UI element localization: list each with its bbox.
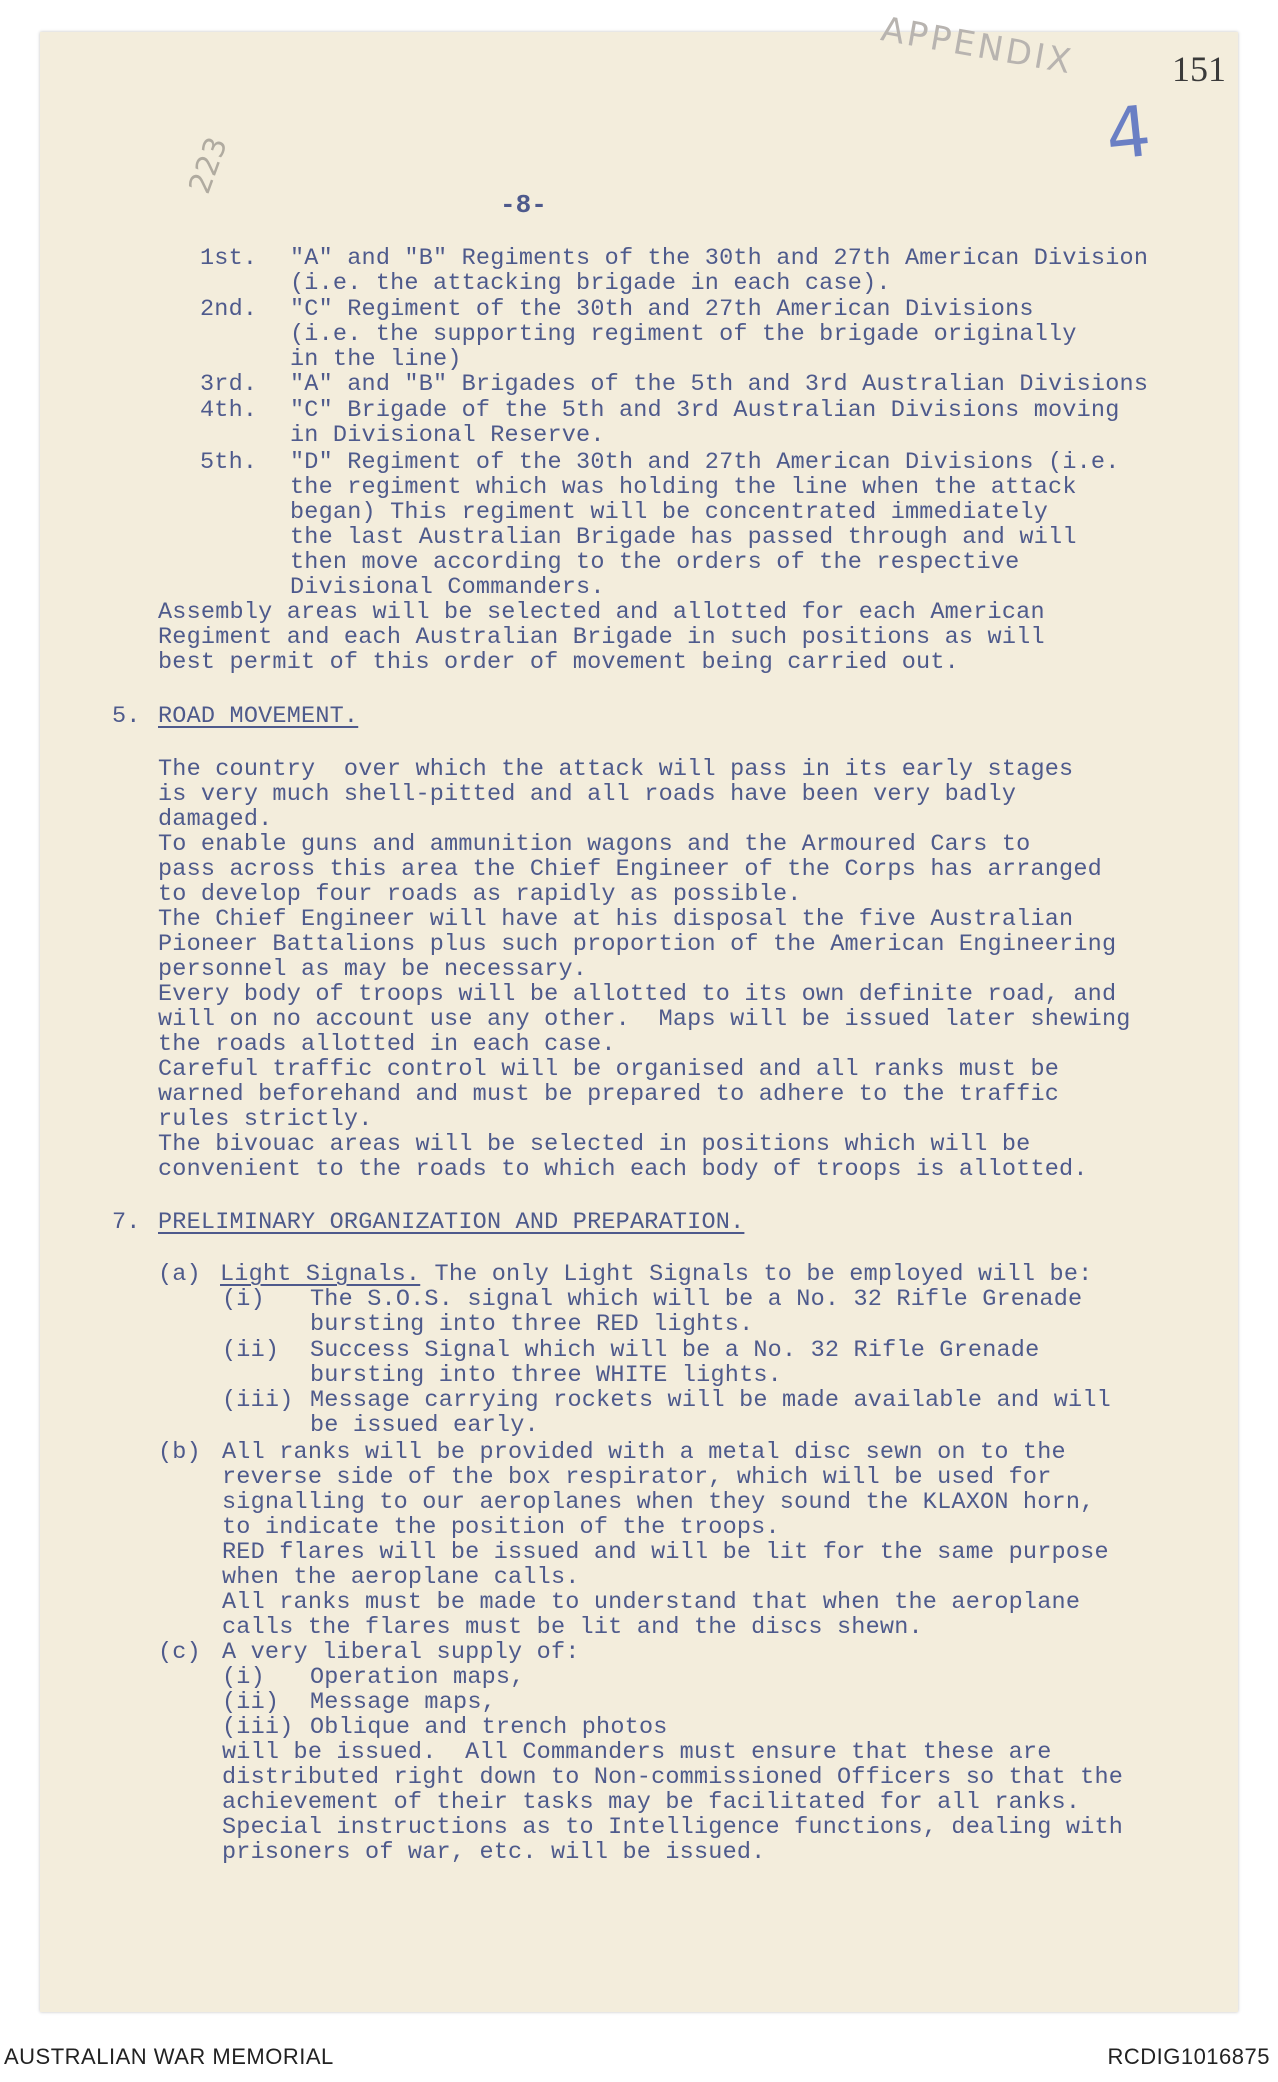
order-3-line-1: "A" and "B" Brigades of the 5th and 3rd Australian Divisions xyxy=(290,371,1149,398)
road-line-4: To enable guns and ammunition wagons and the Armoured Cars to xyxy=(158,831,1031,858)
order-4-line-1: "C" Brigade of the 5th and 3rd Australian Divisions moving xyxy=(290,397,1120,424)
supply-1-text: Operation maps, xyxy=(310,1664,525,1691)
order-1-label: 1st. xyxy=(200,245,258,272)
signal-2-number: (ii) xyxy=(222,1337,280,1364)
order-4-line-2: in Divisional Reserve. xyxy=(290,422,605,449)
subsection-b-label: (b) xyxy=(158,1439,201,1466)
order-5-label: 5th. xyxy=(200,449,258,476)
order-5-line-5: then move according to the orders of the respective xyxy=(290,549,1020,576)
order-5-line-6: Divisional Commanders. xyxy=(290,574,605,601)
c-intro: A very liberal supply of: xyxy=(222,1639,580,1666)
signal-3-line-2: be issued early. xyxy=(310,1412,539,1439)
signal-3-line-1: Message carrying rockets will be made available and will xyxy=(310,1387,1111,1414)
section-6-title: ROAD MOVEMENT. xyxy=(158,703,359,730)
c-line-1: will be issued. All Commanders must ensure that these are xyxy=(222,1739,1052,1766)
road-line-13: Careful traffic control will be organised and all ranks must be xyxy=(158,1056,1060,1083)
road-line-2: is very much shell-pitted and all roads have been very badly xyxy=(158,781,1017,808)
road-line-9: personnel as may be necessary. xyxy=(158,956,588,983)
light-signals-intro: The only Light Signals to be employed will be: xyxy=(420,1261,1093,1288)
b-line-3: signalling to our aeroplanes when they sound the KLAXON horn, xyxy=(222,1489,1095,1516)
road-line-14: warned beforehand and must be prepared to adhere to the traffic xyxy=(158,1081,1060,1108)
b-line-8: calls the flares must be lit and the discs shewn. xyxy=(222,1614,923,1641)
subsection-a-heading-line xyxy=(220,1262,1092,1288)
pencil-annotation: 223 xyxy=(182,132,235,199)
supply-3-text: Oblique and trench photos xyxy=(310,1714,668,1741)
order-2-line-3: in the line) xyxy=(290,346,462,373)
order-5-line-2: the regiment which was holding the line when the attack xyxy=(290,474,1077,501)
road-line-17: convenient to the roads to which each body of troops is allotted. xyxy=(158,1156,1088,1183)
assembly-line-2: Regiment and each Australian Brigade in such positions as will xyxy=(158,624,1045,651)
c-line-4: Special instructions as to Intelligence functions, dealing with xyxy=(222,1814,1124,1841)
order-3-label: 3rd. xyxy=(200,371,258,398)
road-line-11: will on no account use any other. Maps will be issued later shewing xyxy=(158,1006,1131,1033)
subsection-a-label: (a) xyxy=(158,1261,201,1288)
section-7-number: 7. xyxy=(112,1209,141,1236)
order-5-line-1: "D" Regiment of the 30th and 27th American Divisions (i.e. xyxy=(290,449,1120,476)
b-line-7: All ranks must be made to understand that when the aeroplane xyxy=(222,1589,1081,1616)
order-5-line-3: began) This regiment will be concentrated immediately xyxy=(290,499,1049,526)
road-line-16: The bivouac areas will be selected in positions which will be xyxy=(158,1131,1031,1158)
b-line-1: All ranks will be provided with a metal disc sewn on to the xyxy=(222,1439,1066,1466)
supply-1-number: (i) xyxy=(222,1664,265,1691)
order-2-line-2: (i.e. the supporting regiment of the brigade originally xyxy=(290,321,1077,348)
archive-id: RCDIG1016875 xyxy=(1107,2044,1270,2069)
section-6-number: 5. xyxy=(112,703,141,730)
order-2-line-1: "C" Regiment of the 30th and 27th American Divisions xyxy=(290,296,1034,323)
road-line-15: rules strictly. xyxy=(158,1106,373,1133)
b-line-4: to indicate the position of the troops. xyxy=(222,1514,780,1541)
section-7-title: PRELIMINARY ORGANIZATION AND PREPARATION. xyxy=(158,1209,745,1236)
supply-3-number: (iii) xyxy=(222,1714,294,1741)
c-line-2: distributed right down to Non-commissioned Officers so that the xyxy=(222,1764,1124,1791)
road-line-3: damaged. xyxy=(158,806,273,833)
road-line-12: the roads allotted in each case. xyxy=(158,1031,616,1058)
signal-1-line-1: The S.O.S. signal which will be a No. 32 Rifle Grenade xyxy=(310,1286,1083,1313)
supply-2-text: Message maps, xyxy=(310,1689,496,1716)
folio-number: 151 xyxy=(1172,49,1226,89)
order-5-line-4: the last Australian Brigade has passed through and will xyxy=(290,524,1077,551)
road-line-1: The country over which the attack will pass in its early stages xyxy=(158,756,1074,783)
appendix-stamp: APPENDIX xyxy=(878,9,1077,83)
order-1-line-2: (i.e. the attacking brigade in each case). xyxy=(290,270,891,297)
road-line-7: The Chief Engineer will have at his disposal the five Australian xyxy=(158,906,1074,933)
road-line-5: pass across this area the Chief Engineer of the Corps has arranged xyxy=(158,856,1102,883)
signal-1-number: (i) xyxy=(222,1286,265,1313)
handwritten-annotation: 4 xyxy=(1101,89,1155,177)
assembly-line-3: best permit of this order of movement being carried out. xyxy=(158,649,959,676)
signal-2-line-1: Success Signal which will be a No. 32 Rifle Grenade xyxy=(310,1337,1040,1364)
order-1-line-1: "A" and "B" Regiments of the 30th and 27th American Division xyxy=(290,245,1149,272)
signal-3-number: (iii) xyxy=(222,1387,294,1414)
b-line-5: RED flares will be issued and will be lit for the same purpose xyxy=(222,1539,1109,1566)
c-line-5: prisoners of war, etc. will be issued. xyxy=(222,1839,766,1866)
road-line-8: Pioneer Battalions plus such proportion of the American Engineering xyxy=(158,931,1117,958)
road-line-10: Every body of troops will be allotted to its own definite road, and xyxy=(158,981,1117,1008)
b-line-6: when the aeroplane calls. xyxy=(222,1564,580,1591)
assembly-line-1: Assembly areas will be selected and allotted for each American xyxy=(158,599,1045,626)
order-4-label: 4th. xyxy=(200,397,258,424)
b-line-2: reverse side of the box respirator, which will be used for xyxy=(222,1464,1052,1491)
signal-1-line-2: bursting into three RED lights. xyxy=(310,1311,754,1338)
supply-2-number: (ii) xyxy=(222,1689,280,1716)
signal-2-line-2: bursting into three WHITE lights. xyxy=(310,1362,782,1389)
c-line-3: achievement of their tasks may be facilitated for all ranks. xyxy=(222,1789,1081,1816)
page-number: -8- xyxy=(500,190,547,220)
order-2-label: 2nd. xyxy=(200,296,258,323)
archive-credit: AUSTRALIAN WAR MEMORIAL xyxy=(4,2044,334,2069)
subsection-c-label: (c) xyxy=(158,1639,201,1666)
light-signals-heading: Light Signals. xyxy=(220,1261,421,1288)
road-line-6: to develop four roads as rapidly as possible. xyxy=(158,881,802,908)
